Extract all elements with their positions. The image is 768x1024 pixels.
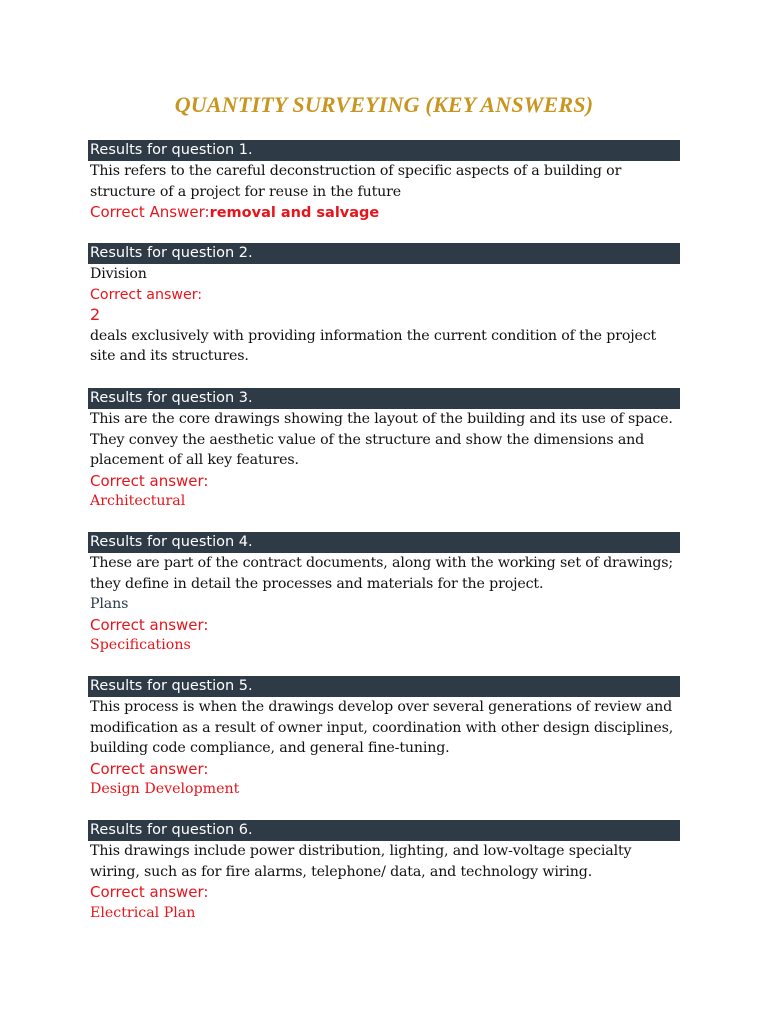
correct-answer-label: Correct answer: (90, 471, 209, 490)
question-2 (88, 243, 680, 367)
correct-answer-label: Correct Answer: (90, 203, 210, 222)
correct-answer-label: Correct answer: (90, 759, 209, 778)
question-2-suffix: deals exclusively with providing information the current condition of the project site and its structures. (90, 327, 657, 365)
selected-answer: Plans (90, 596, 129, 613)
question-4 (88, 532, 680, 656)
question-1-answer-line (88, 202, 680, 224)
question-2-header: Results for question 2. (88, 243, 680, 264)
question-3-text: This are the core drawings showing the layout of the building and its use of space. They convey the aesthetic value of the structure and show the dimensions and placement of all key features. (90, 411, 673, 469)
question-3 (88, 388, 680, 512)
question-6 (88, 820, 680, 923)
question-4-text: These are part of the contract documents, along with the working set of drawings; they define in detail the processes and materials for the project. (90, 555, 674, 592)
correct-answer-value: Design Development (90, 781, 240, 798)
question-3-header: Results for question 3. (88, 388, 680, 409)
question-2-prefix: Division (90, 266, 147, 282)
question-5 (88, 676, 680, 800)
question-1-header: Results for question 1. (88, 140, 680, 161)
question-6-header: Results for question 6. (88, 820, 680, 841)
correct-answer-value: Architectural (90, 493, 186, 510)
correct-answer-label: Correct answer: (90, 286, 203, 303)
question-4-header: Results for question 4. (88, 532, 680, 553)
question-1 (88, 140, 680, 224)
page-title: QUANTITY SURVEYING (KEY ANSWERS) (174, 92, 594, 117)
question-6-text: This drawings include power distribution, lighting, and low-voltage specialty wiring, such as for fire alarms, telephone/ data, and technology wiring. (90, 843, 632, 880)
correct-answer-label: Correct answer: (90, 883, 209, 902)
correct-answer-value: 2 (90, 305, 101, 325)
correct-answer-value: Specifications (90, 637, 191, 654)
correct-answer-value: Electrical Plan (90, 904, 196, 921)
question-1-text: This refers to the careful deconstruction of specific aspects of a building or structure of a project for reuse in the future (90, 163, 622, 200)
correct-answer-label: Correct answer: (90, 615, 209, 634)
question-5-header: Results for question 5. (88, 676, 680, 697)
question-5-text: This process is when the drawings develop over several generations of review and modification as a result of owner input, coordination with other design disciplines, building code compliance, and general fine-tuning. (90, 699, 674, 757)
correct-answer-value: removal and salvage (209, 205, 380, 222)
